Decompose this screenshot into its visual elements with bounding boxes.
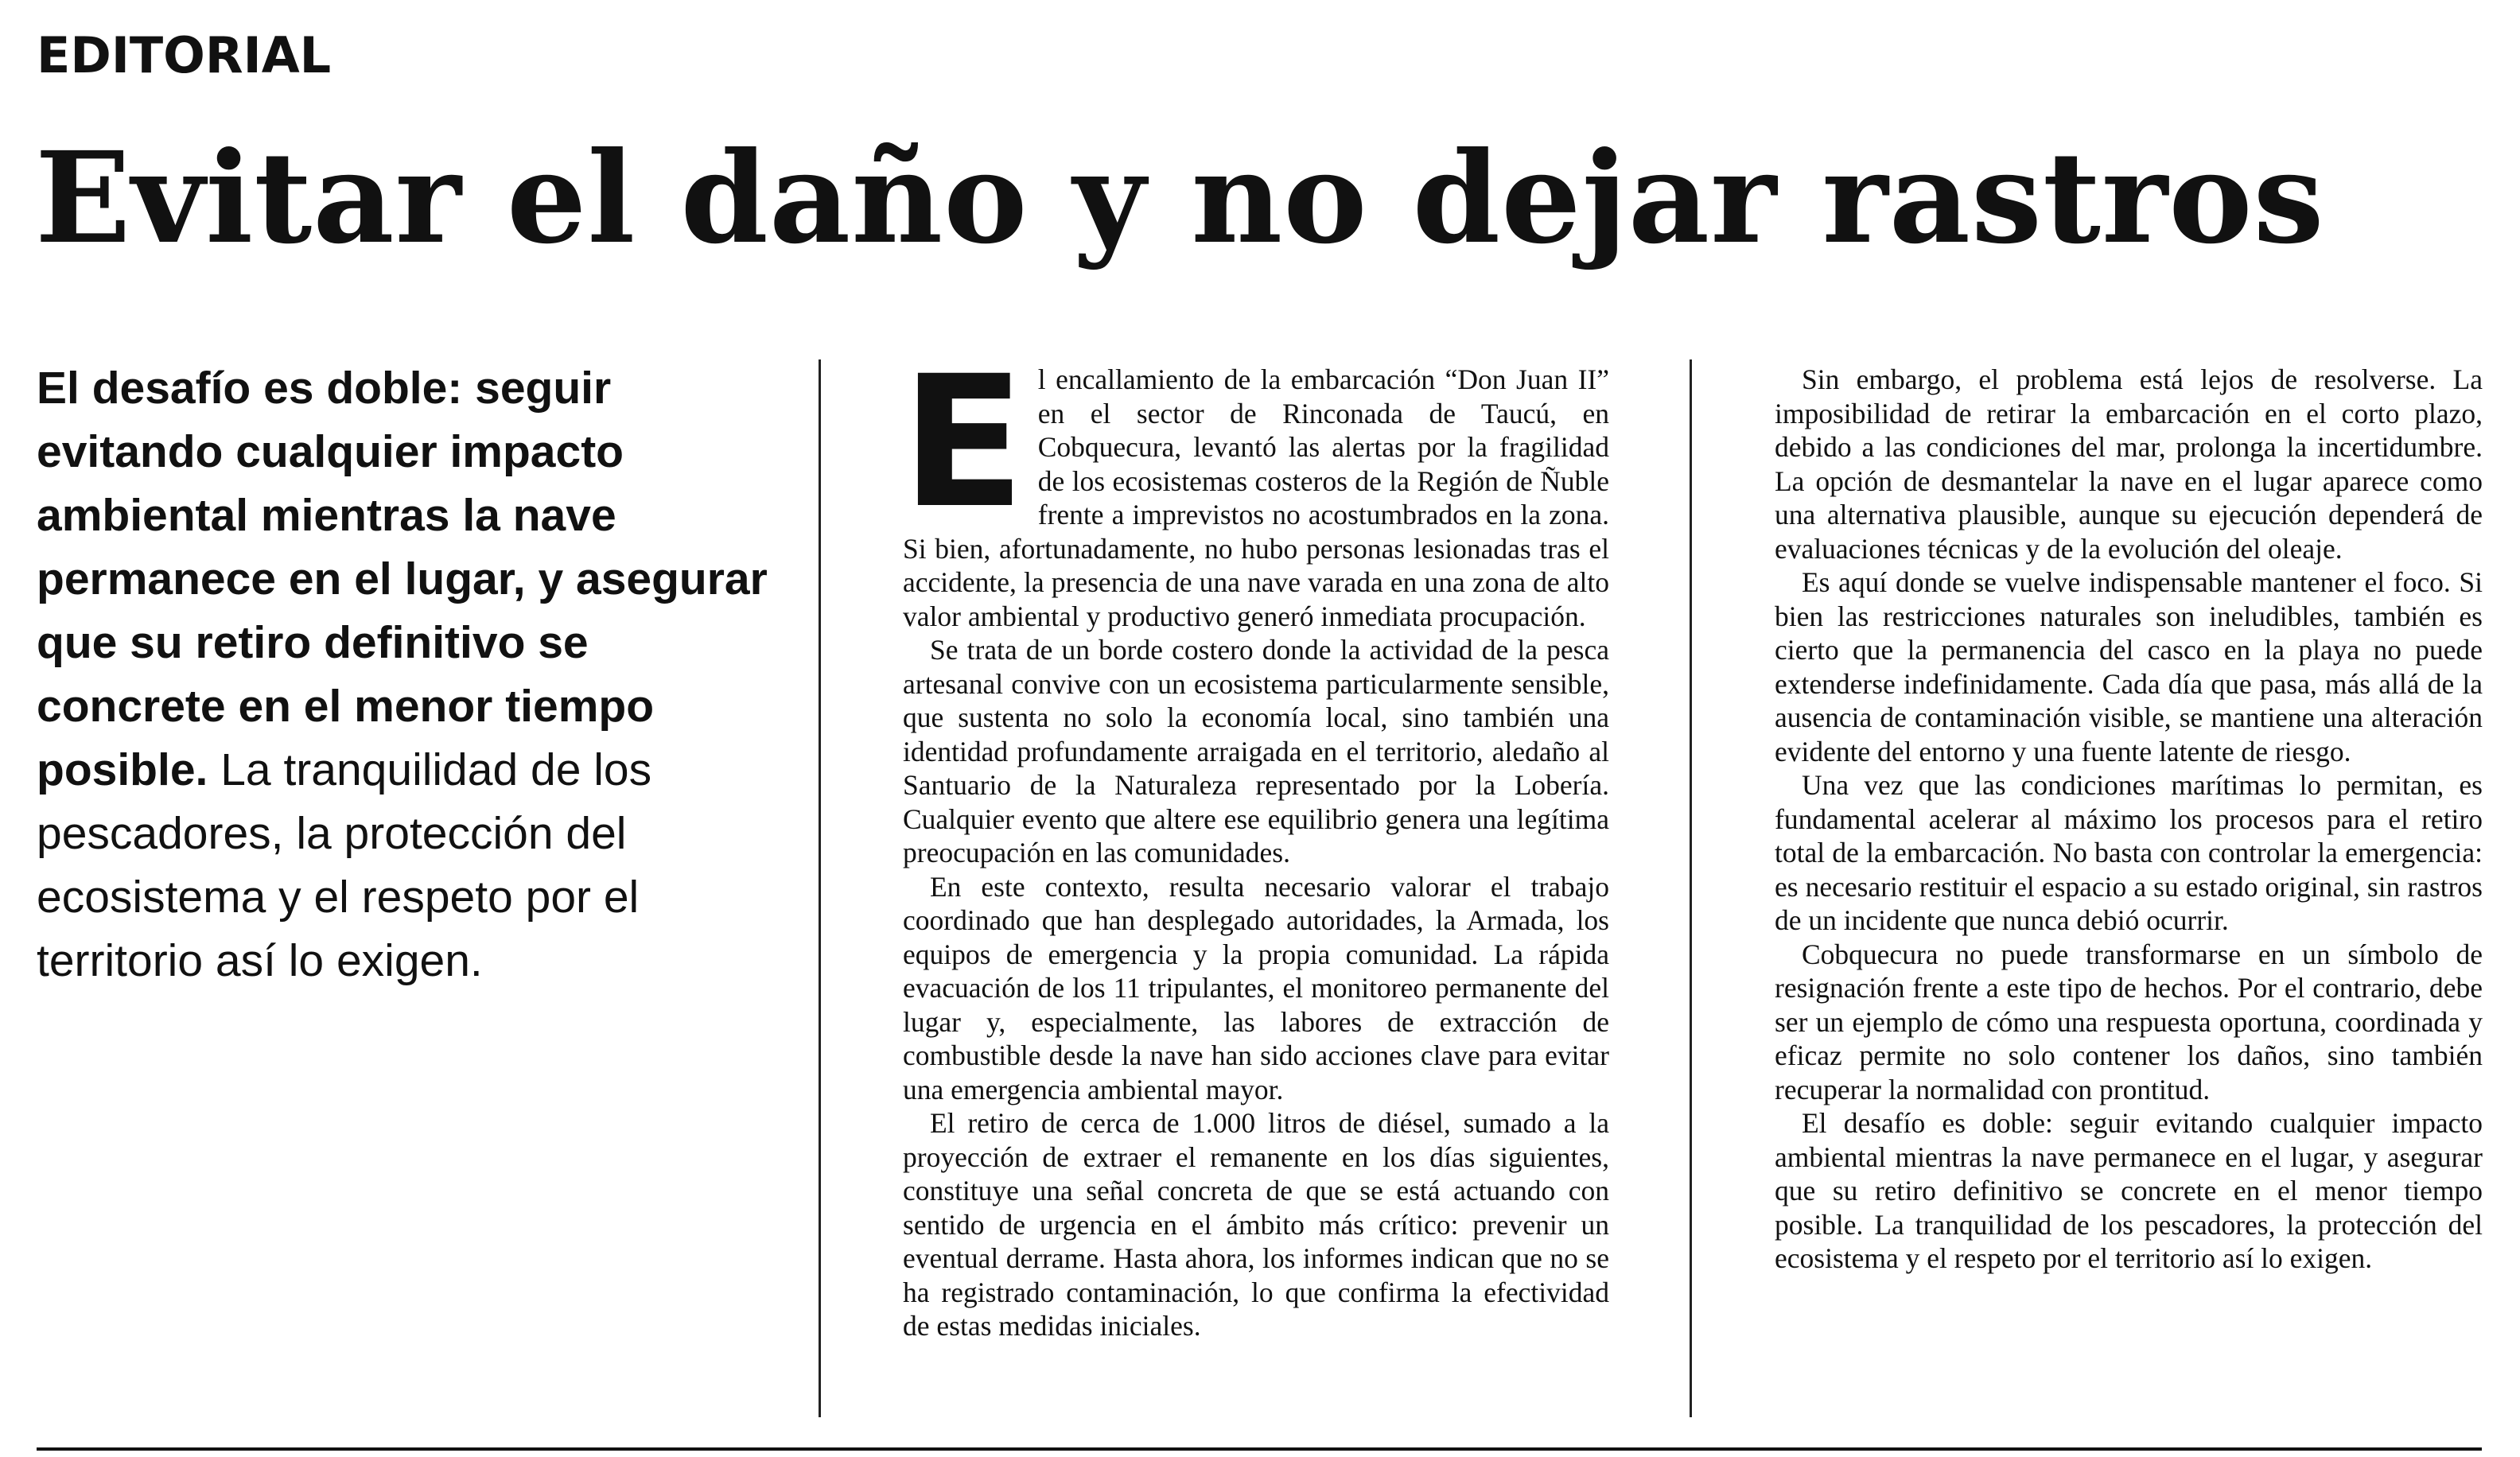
bottom-rule <box>37 1447 2482 1451</box>
pullquote-rest: La tranquilidad de los pescadores, la protección del ecosistema y el respeto por el territorio así lo exigen. <box>37 744 652 986</box>
article-paragraph: El retiro de cerca de 1.000 litros de diésel, sumado a la proyección de extraer el remanente en los días siguientes, constituye una señal concreta de que se está actuando con sentido de urgencia en el ámbito más crítico: prevenir un eventual derrame. Hasta ahora, los informes indican que no se ha registrado contaminación, lo que confirma la efectividad de estas medidas iniciales. <box>903 1107 1609 1342</box>
pullquote-lead: El desafío es doble: seguir evitando cualquier impacto ambiental mientras la nave permanece en el lugar, y asegurar que su retiro definitivo se concrete en el menor tiempo posible. <box>37 363 768 795</box>
section-label: EDITORIAL <box>37 26 332 84</box>
article-paragraph: Se trata de un borde costero donde la actividad de la pesca artesanal convive con un ecosistema particularmente sensible, que sustenta no solo la economía local, sino también una identidad profundamente arraigada en el territorio, aledaño al Santuario de la Naturaleza representado por la Lobería. Cualquier evento que altere ese equilibrio genera una legítima preocupación en las comunidades. <box>903 634 1609 868</box>
article-paragraph: Es aquí donde se vuelve indispensable mantener el foco. Si bien las restricciones naturales son ineludibles, también es cierto que la permanencia del casco en la playa no puede extenderse indefinidamente. Cada día que pasa, más allá de la ausencia de contaminación visible, se mantiene una alteración evidente del entorno y una fuente latente de riesgo. <box>1775 566 2483 767</box>
article-column-1 <box>901 336 1609 1343</box>
column-divider <box>1690 359 1692 1417</box>
drop-cap: E <box>901 336 1025 548</box>
article-paragraph: Cobquecura no puede transformarse en un símbolo de resignación frente a este tipo de hechos. Por el contrario, debe ser un ejemplo de cómo una respuesta oportuna, coordinada y eficaz permite no solo contener los daños, sino también recuperar la normalidad con prontitud. <box>1775 938 2483 1105</box>
pullquote <box>37 356 768 993</box>
article-paragraph: Sin embargo, el problema está lejos de resolverse. La imposibilidad de retirar la embarcación en el corto plazo, debido a las condiciones del mar, prolonga la incertidumbre. La opción de desmantelar la nave en el lugar aparece como una alternativa plausible, aunque su ejecución dependerá de evaluaciones técnicas y de la evolución del oleaje. <box>1775 363 2483 565</box>
article-paragraph: Una vez que las condiciones marítimas lo permitan, es fundamental acelerar al máximo los procesos para el retiro total de la embarcación. No basta con controlar la emergencia: es necesario restituir el espacio a su estado original, sin rastros de un incidente que nunca debió ocurrir. <box>1775 769 2483 936</box>
article-paragraph: En este contexto, resulta necesario valorar el trabajo coordinado que han desplegado autoridades, la Armada, los equipos de emergencia y la propia comunidad. La rápida evacuación de los 11 tripulantes, el monitoreo permanente del lugar y, especialmente, las labores de extracción de combustible desde la nave han sido acciones clave para evitar una emergencia ambiental mayor. <box>903 870 1609 1105</box>
article-paragraph: l encallamiento de la embarcación “Don Juan II” en el sector de Rinconada de Taucú, en Cobquecura, levantó las alertas por la fragilidad de los ecosistemas costeros de la Región de Ñuble frente a imprevistos no acostumbrados en la zona. Si bien, afortunadamente, no hubo personas lesionadas tras el accidente, la presencia de una nave varada en una zona de alto valor ambiental y productivo generó inmediata procupación. <box>903 363 1609 632</box>
article-column-2 <box>1775 363 2483 1276</box>
headline: Evitar el daño y no dejar rastros <box>35 125 2325 272</box>
article-paragraph: El desafío es doble: seguir evitando cualquier impacto ambiental mientras la nave permanece en el lugar, y asegurar que su retiro definitivo se concrete en el menor tiempo posible. La tranquilidad de los pescadores, la protección del ecosistema y el respeto por el territorio así lo exigen. <box>1775 1107 2483 1274</box>
column-divider <box>819 359 821 1417</box>
